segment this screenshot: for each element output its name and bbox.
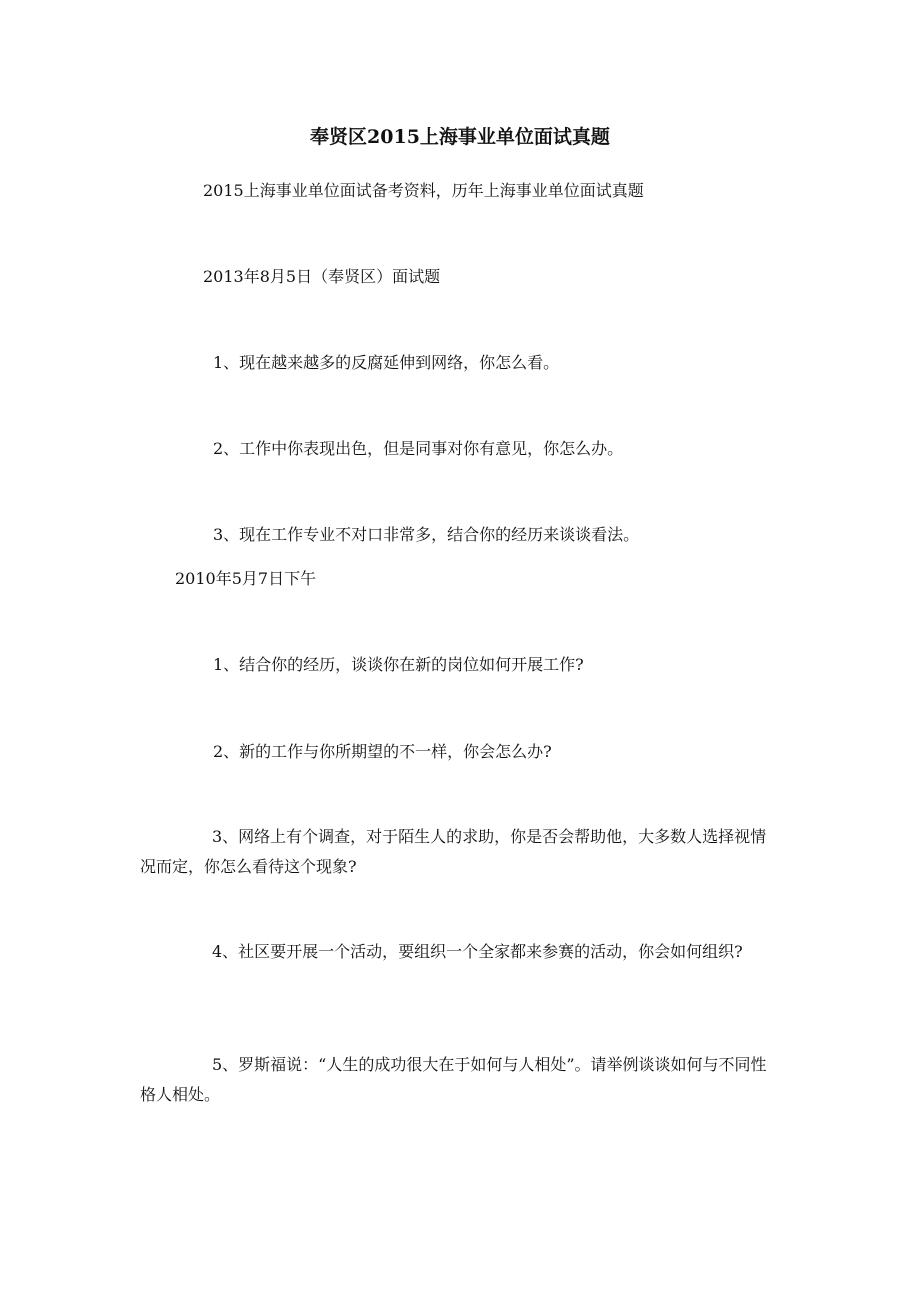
question-2010-3: 3、网络上有个调查，对于陌生人的求助，你是否会帮助他，大多数人选择视情况而定，你怎么看待这个现象? xyxy=(140,827,767,876)
document-subtitle: 2015上海事业单位面试备考资料，历年上海事业单位面试真题 xyxy=(203,181,644,200)
question-2013-1: 1、现在越来越多的反腐延伸到网络，你怎么看。 xyxy=(213,353,560,372)
question-2010-4: 4、社区要开展一个活动，要组织一个全家都来参赛的活动，你会如何组织? xyxy=(212,942,743,961)
question-2010-2: 2、新的工作与你所期望的不一样，你会怎么办? xyxy=(213,742,552,761)
question-2013-2: 2、工作中你表现出色，但是同事对你有意见，你怎么办。 xyxy=(213,439,624,458)
question-2010-5: 5、罗斯福说：“人生的成功很大在于如何与人相处”。请举例谈谈如何与不同性格人相处。 xyxy=(140,1055,767,1104)
section-2013-heading: 2013年8月5日（奉贤区）面试题 xyxy=(203,267,441,286)
section-2010-heading: 2010年5月7日下午 xyxy=(175,569,317,588)
question-2013-3: 3、现在工作专业不对口非常多，结合你的经历来谈谈看法。 xyxy=(213,525,640,544)
question-2010-1: 1、结合你的经历，谈谈你在新的岗位如何开展工作? xyxy=(213,655,584,674)
document-title: 奉贤区2015上海事业单位面试真题 xyxy=(310,126,610,148)
